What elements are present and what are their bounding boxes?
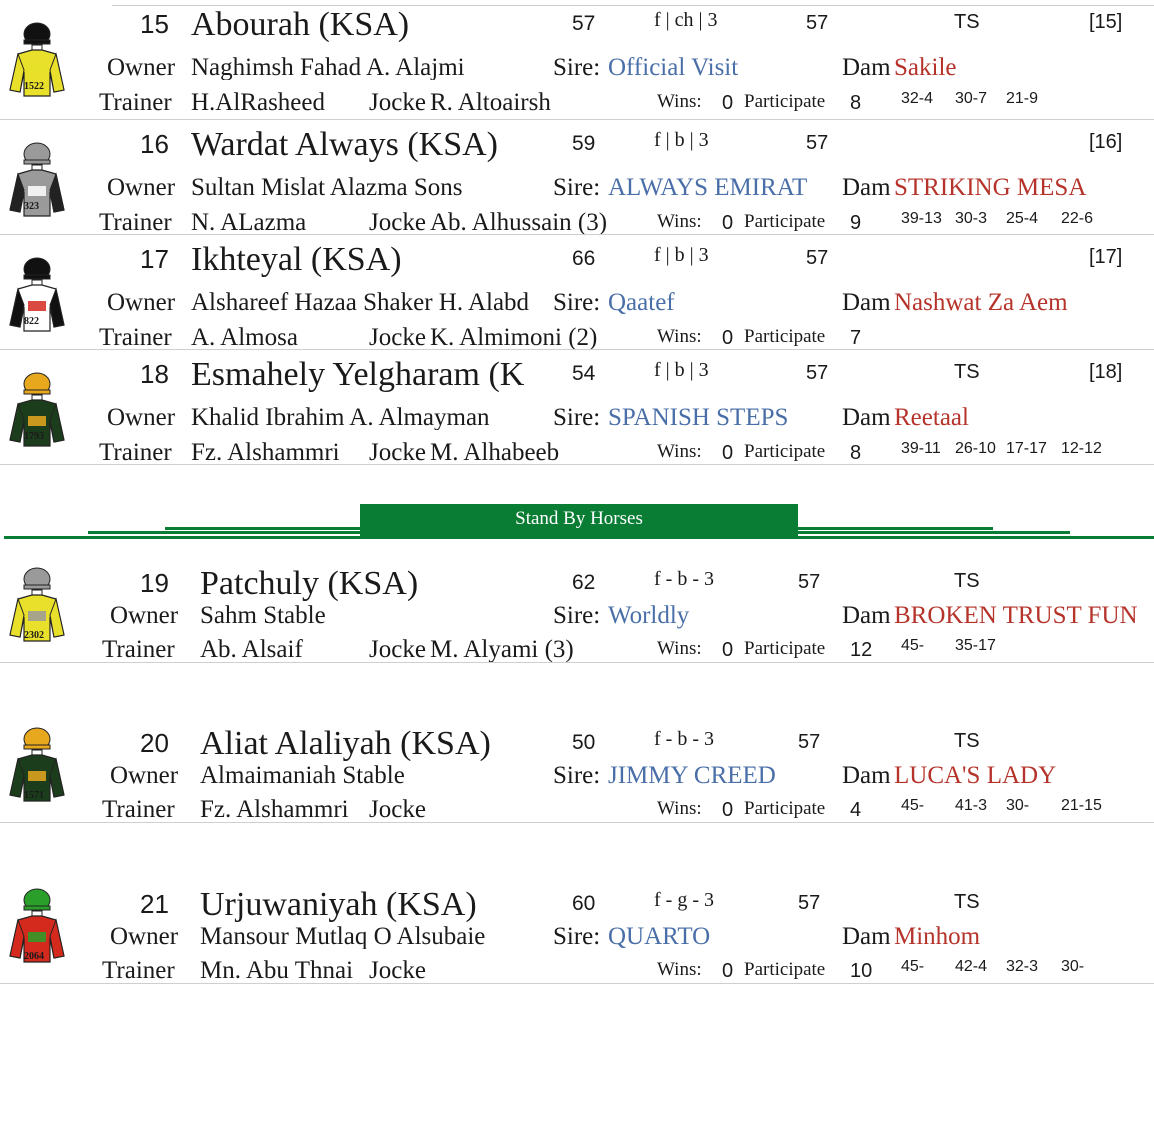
- horse-rating: 54: [572, 362, 596, 385]
- jockey-silk-icon: [4, 134, 70, 226]
- trainer-label: Trainer: [99, 325, 172, 350]
- carried-weight: 57: [798, 571, 821, 593]
- trainer-label: Trainer: [102, 958, 175, 983]
- row-separator: [0, 983, 1154, 984]
- participate-value: 4: [850, 799, 862, 821]
- sire-name[interactable]: Worldly: [608, 602, 690, 629]
- owner-label: Owner: [107, 54, 176, 81]
- trainer-label: Trainer: [99, 90, 172, 115]
- dam-label: Dam: [842, 174, 891, 201]
- sire-label: Sire:: [553, 174, 601, 201]
- form-entry: 17-17: [1006, 440, 1047, 457]
- ts-badge: TS: [954, 891, 980, 913]
- form-entry: 30-7: [955, 90, 988, 107]
- jockey-label: Jocke: [369, 89, 426, 116]
- horse-name[interactable]: Abourah (KSA): [191, 8, 410, 42]
- participate-label: Participate: [744, 960, 826, 979]
- row-separator: [0, 822, 1154, 823]
- participate-value: 10: [850, 960, 873, 982]
- silk-number: 323: [24, 201, 39, 212]
- horse-row: [0, 543, 1154, 663]
- trainer-label: Trainer: [102, 797, 175, 822]
- form-entry: 45-: [901, 958, 925, 975]
- horse-rating: 66: [572, 247, 596, 270]
- silk-number: 2064: [24, 951, 44, 962]
- jockey-silk-icon: [4, 14, 70, 106]
- wins-label: Wins:: [657, 798, 702, 819]
- horse-row: [0, 864, 1154, 984]
- trainer-name: N. ALazma: [191, 210, 307, 235]
- sire-name[interactable]: Official Visit: [608, 54, 739, 81]
- dam-label: Dam: [842, 762, 891, 789]
- ts-badge: TS: [954, 11, 980, 33]
- form-entry: 45-: [901, 637, 925, 654]
- ts-badge: TS: [954, 361, 980, 383]
- owner-label: Owner: [107, 404, 176, 431]
- horse-number: 21: [140, 889, 169, 919]
- horse-name[interactable]: Wardat Always (KSA): [191, 128, 498, 162]
- owner-label: Owner: [107, 174, 176, 201]
- wins-label: Wins:: [657, 441, 702, 462]
- jockey-name: M. Alhabeeb: [430, 439, 560, 466]
- horse-info: f | b | 3: [654, 359, 709, 381]
- jockey-name: Ab. Alhussain (3): [430, 209, 608, 236]
- jockey-label: Jocke: [369, 796, 426, 823]
- trainer-name: Fz. Alshammri: [200, 797, 349, 822]
- horse-info: f | b | 3: [654, 244, 709, 266]
- form-entry: 22-6: [1061, 210, 1094, 227]
- form-entry: 39-13: [901, 210, 942, 227]
- draw-number: [18]: [1089, 361, 1123, 383]
- horse-name[interactable]: Urjuwaniyah (KSA): [200, 888, 477, 922]
- sire-name[interactable]: ALWAYS EMIRAT: [608, 174, 808, 201]
- silk-number: 2302: [24, 630, 44, 641]
- silk-number: 1571: [24, 790, 44, 801]
- silk-number: 822: [24, 316, 39, 327]
- carried-weight: 57: [798, 731, 821, 753]
- participate-label: Participate: [744, 212, 826, 231]
- trainer-name: A. Almosa: [191, 325, 298, 350]
- horse-rating: 62: [572, 571, 596, 594]
- trainer-label: Trainer: [99, 440, 172, 465]
- carried-weight: 57: [806, 12, 829, 34]
- standby-title: Stand By Horses: [360, 504, 798, 538]
- sire-label: Sire:: [553, 404, 601, 431]
- horse-rating: 60: [572, 892, 596, 915]
- dam-name[interactable]: STRIKING MESA: [894, 174, 1087, 201]
- wins-label: Wins:: [657, 638, 702, 659]
- form-entry: 12-12: [1061, 440, 1102, 457]
- horse-number: 16: [140, 129, 169, 159]
- dam-label: Dam: [842, 289, 891, 316]
- jockey-label: Jocke: [369, 324, 426, 351]
- carried-weight: 57: [806, 362, 829, 384]
- form-entry: 42-4: [955, 958, 988, 975]
- horse-name[interactable]: Ikhteyal (KSA): [191, 243, 402, 277]
- sire-name[interactable]: Qaatef: [608, 289, 675, 316]
- horse-row: [0, 235, 1154, 350]
- sire-label: Sire:: [553, 54, 601, 81]
- horse-info: f - b - 3: [654, 728, 714, 750]
- horse-rating: 50: [572, 731, 596, 754]
- participate-label: Participate: [744, 639, 826, 658]
- dam-name[interactable]: Reetaal: [894, 404, 969, 431]
- draw-number: [15]: [1089, 11, 1123, 33]
- owner-name: Naghimsh Fahad A. Alajmi: [191, 55, 465, 80]
- form-entry: 21-15: [1061, 797, 1102, 814]
- participate-value: 8: [850, 92, 862, 114]
- sire-name[interactable]: SPANISH STEPS: [608, 404, 789, 431]
- participate-value: 12: [850, 639, 873, 661]
- wins-value: 0: [722, 92, 734, 114]
- dam-name[interactable]: BROKEN TRUST FUN: [894, 602, 1138, 629]
- wins-value: 0: [722, 212, 734, 234]
- horse-info: f - g - 3: [654, 889, 714, 911]
- trainer-name: Mn. Abu Thnai: [200, 958, 354, 983]
- owner-name: Alshareef Hazaa Shaker H. Alabd: [191, 290, 530, 315]
- participate-value: 8: [850, 442, 862, 464]
- sire-label: Sire:: [553, 923, 601, 950]
- owner-name: Sultan Mislat Alazma Sons: [191, 175, 463, 200]
- form-entry: 30-3: [955, 210, 988, 227]
- trainer-name: Ab. Alsaif: [200, 637, 303, 662]
- dam-label: Dam: [842, 602, 891, 629]
- form-entry: 39-11: [901, 440, 941, 457]
- trainer-name: Fz. Alshammri: [191, 440, 340, 465]
- row-separator: [0, 464, 1154, 465]
- ts-badge: TS: [954, 730, 980, 752]
- horse-rating: 57: [572, 12, 596, 35]
- horse-row: [0, 0, 1154, 120]
- form-entry: 45-: [901, 797, 925, 814]
- form-entry: 35-17: [955, 637, 996, 654]
- wins-label: Wins:: [657, 959, 702, 980]
- form-entry: 30-: [1061, 958, 1085, 975]
- wins-value: 0: [722, 442, 734, 464]
- dam-label: Dam: [842, 923, 891, 950]
- top-border: [112, 5, 1154, 6]
- jockey-silk-icon: [4, 249, 70, 341]
- carried-weight: 57: [798, 892, 821, 914]
- form-entry: 32-4: [901, 90, 934, 107]
- horse-number: 20: [140, 728, 169, 758]
- form-entry: 30-: [1006, 797, 1030, 814]
- jockey-label: Jocke: [369, 636, 426, 663]
- horse-number: 19: [140, 568, 169, 598]
- dam-name[interactable]: LUCA'S LADY: [894, 762, 1057, 789]
- owner-name: Almaimaniah Stable: [200, 763, 405, 788]
- horse-number: 18: [140, 359, 169, 389]
- jockey-silk-icon: [4, 364, 70, 456]
- participate-value: 9: [850, 212, 862, 234]
- dam-label: Dam: [842, 404, 891, 431]
- dam-name[interactable]: Minhom: [894, 923, 981, 950]
- wins-value: 0: [722, 327, 734, 349]
- participate-label: Participate: [744, 92, 826, 111]
- horse-info: f - b - 3: [654, 568, 714, 590]
- form-entry: 41-3: [955, 797, 988, 814]
- owner-label: Owner: [107, 289, 176, 316]
- draw-number: [17]: [1089, 246, 1123, 268]
- sire-name[interactable]: QUARTO: [608, 923, 711, 950]
- trainer-name: H.AlRasheed: [191, 90, 325, 115]
- participate-label: Participate: [744, 799, 826, 818]
- jockey-label: Jocke: [369, 209, 426, 236]
- participate-label: Participate: [744, 442, 826, 461]
- horse-info: f | ch | 3: [654, 9, 718, 31]
- horse-rating: 59: [572, 132, 596, 155]
- dam-name[interactable]: Nashwat Za Aem: [894, 289, 1068, 316]
- wins-value: 0: [722, 960, 734, 982]
- horse-row: [0, 350, 1154, 465]
- dam-name[interactable]: Sakile: [894, 54, 957, 81]
- jockey-label: Jocke: [369, 439, 426, 466]
- owner-name: Khalid Ibrahim A. Almayman: [191, 405, 490, 430]
- owner-name: Mansour Mutlaq O Alsubaie: [200, 924, 486, 949]
- form-entry: 32-3: [1006, 958, 1039, 975]
- owner-name: Sahm Stable: [200, 603, 326, 628]
- form-entry: 26-10: [955, 440, 996, 457]
- jockey-name: M. Alyami (3): [430, 636, 574, 663]
- jockey-name: R. Altoairsh: [430, 89, 551, 116]
- sire-label: Sire:: [553, 602, 601, 629]
- form-entry: 21-9: [1006, 90, 1039, 107]
- jockey-label: Jocke: [369, 957, 426, 984]
- wins-label: Wins:: [657, 91, 702, 112]
- draw-number: [16]: [1089, 131, 1123, 153]
- horse-name[interactable]: Aliat Alaliyah (KSA): [200, 727, 491, 761]
- participate-value: 7: [850, 327, 862, 349]
- sire-label: Sire:: [553, 762, 601, 789]
- wins-label: Wins:: [657, 211, 702, 232]
- trainer-label: Trainer: [99, 210, 172, 235]
- wins-value: 0: [722, 799, 734, 821]
- horse-row: [0, 120, 1154, 235]
- horse-name[interactable]: Esmahely Yelgharam (K: [191, 358, 525, 392]
- wins-label: Wins:: [657, 326, 702, 347]
- jockey-name: K. Almimoni (2): [430, 324, 598, 351]
- horse-info: f | b | 3: [654, 129, 709, 151]
- standby-divider: [0, 500, 1154, 544]
- horse-number: 15: [140, 9, 169, 39]
- carried-weight: 57: [806, 247, 829, 269]
- owner-label: Owner: [110, 602, 179, 629]
- horse-number: 17: [140, 244, 169, 274]
- sire-name[interactable]: JIMMY CREED: [608, 762, 776, 789]
- owner-label: Owner: [110, 762, 179, 789]
- silk-number: 1522: [24, 81, 44, 92]
- trainer-label: Trainer: [102, 637, 175, 662]
- sire-label: Sire:: [553, 289, 601, 316]
- participate-label: Participate: [744, 327, 826, 346]
- form-entry: 25-4: [1006, 210, 1039, 227]
- owner-label: Owner: [110, 923, 179, 950]
- ts-badge: TS: [954, 570, 980, 592]
- horse-name[interactable]: Patchuly (KSA): [200, 567, 419, 601]
- wins-value: 0: [722, 639, 734, 661]
- silk-number: 1793: [24, 431, 44, 442]
- dam-label: Dam: [842, 54, 891, 81]
- carried-weight: 57: [806, 132, 829, 154]
- row-separator: [0, 662, 1154, 663]
- horse-row: [0, 703, 1154, 823]
